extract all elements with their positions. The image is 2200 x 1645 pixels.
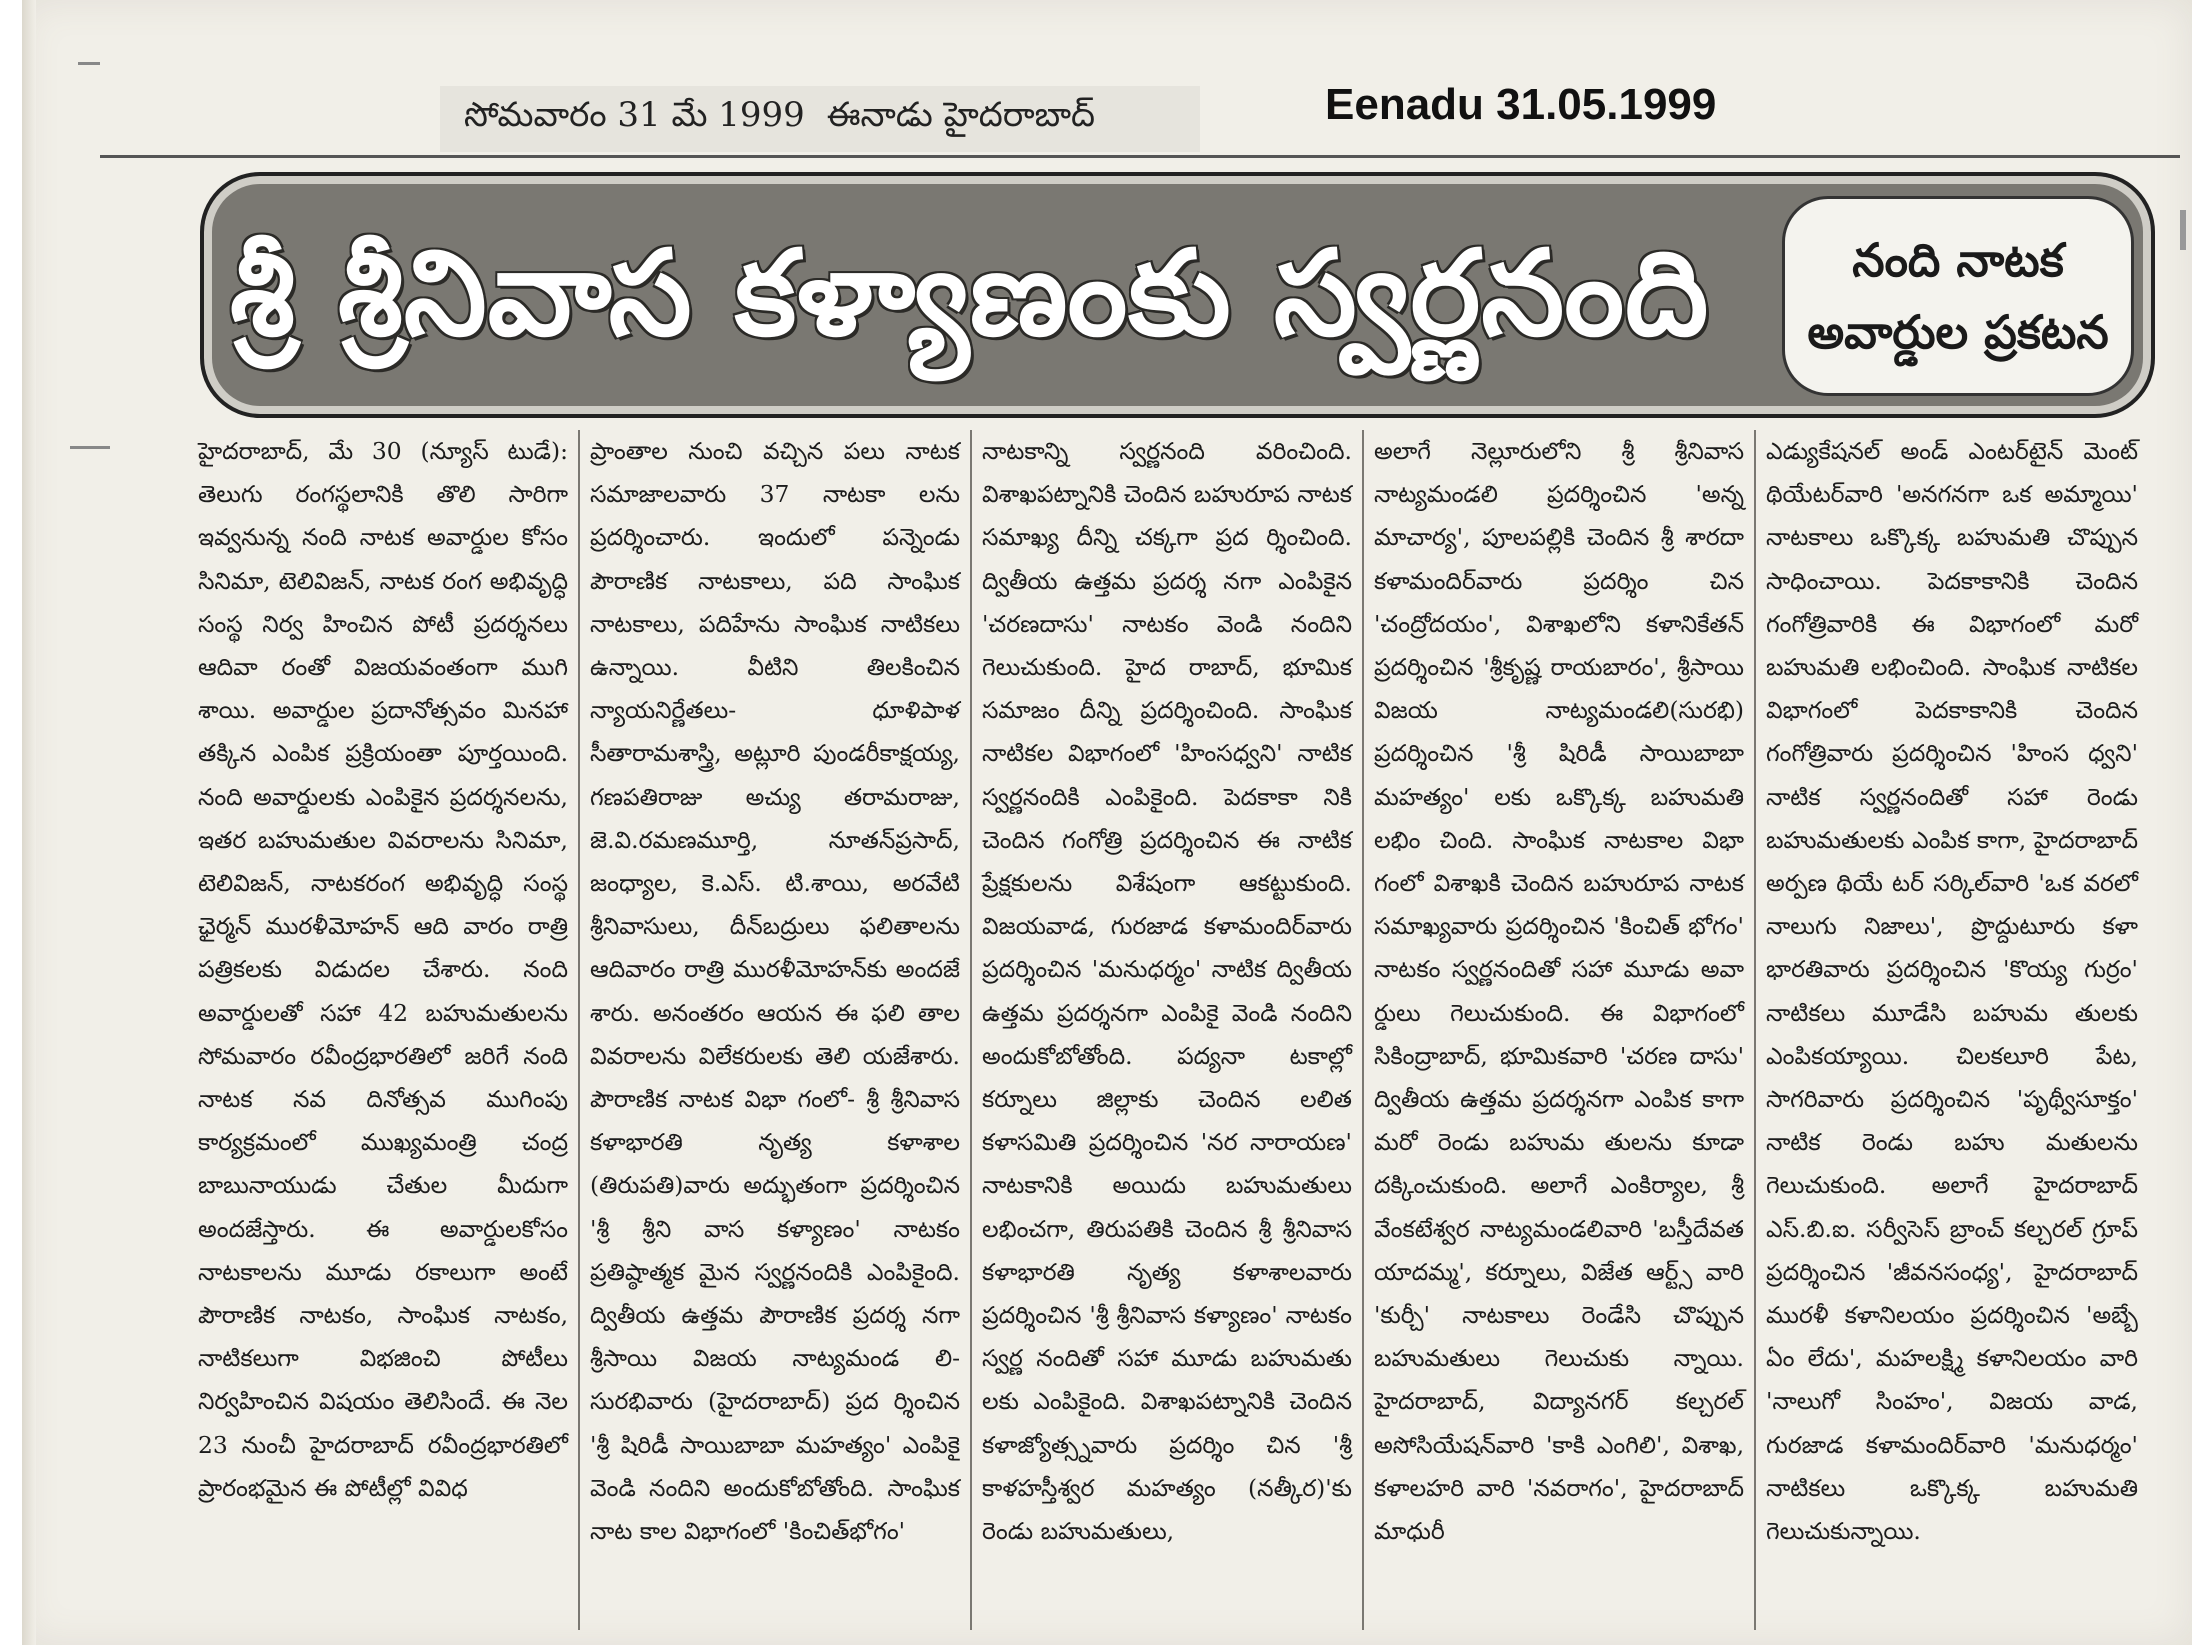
article-column-4 bbox=[1364, 430, 1756, 1630]
column-text: హైదరాబాద్, మే 30 (న్యూస్ టుడే): తెలుగు రంగస్థలానికి తొలి సారిగా ఇవ్వనున్న నంది నాటక అవార్డుల కోసం సినిమా, టెలివిజన్, నాటక రంగ అభివృద్ధి సంస్థ నిర్వ హించిన పోటీ ప్రదర్శనలు ఆదివా రంతో విజయవంతంగా ముగి శాయి. అవార్డుల ప్రదానోత్సవం మినహా తక్కిన ఎంపిక ప్రక్రియంతా పూర్తయింది. నంది అవార్డులకు ఎంపికైన ప్రదర్శనలను, ఇతర బహుమతుల వివరాలను సినిమా, టెలివిజన్, నాటకరంగ అభివృద్ధి సంస్థ ఛైర్మన్ మురళీమోహన్ ఆది వారం రాత్రి పత్రికలకు విడుదల చేశారు. నంది అవార్డులతో సహా 42 బహుమతులను సోమవారం రవీంద్రభారతిలో జరిగే నంది నాటక నవ దినోత్సవ ముగింపు కార్యక్రమంలో ముఖ్యమంత్రి చంద్ర బాబునాయుడు చేతుల మీదుగా అందజేస్తారు. ఈ అవార్డులకోసం నాటకాలను మూడు రకాలుగా అంటే పౌరాణిక నాటకం, సాంఘిక నాటకం, నాటికలుగా విభజించి పోటీలు నిర్వహించిన విషయం తెలిసిందే. ఈ నెల 23 నుంచీ హైదరాబాద్ రవీంద్రభారతిలో ప్రారంభమైన ఈ పోటీల్లో వివిధ bbox=[198, 437, 568, 1502]
column-text: నాటకాన్ని స్వర్ణనంది వరించింది. విశాఖపట్నానికి చెందిన బహురూప నాటక సమాఖ్య దీన్ని చక్కగా ప్రద ర్శించింది. ద్వితీయ ఉత్తమ ప్రదర్శ నగా ఎంపికైన 'చరణదాసు' నాటకం వెండి నందిని గెలుచుకుంది. హైద రాబాద్, భూమిక సమాజం దీన్ని ప్రదర్శించింది. సాంఘిక నాటికల విభాగంలో 'హింసధ్వని' నాటిక స్వర్ణనందికి ఎంపికైంది. పెదకాకా నికి చెందిన గంగోత్రి ప్రదర్శించిన ఈ నాటిక ప్రేక్షకులను విశేషంగా ఆకట్టుకుంది. విజయవాడ, గురజాడ కళామందిర్‌వారు ప్రదర్శించిన 'మనుధర్మం' నాటిక ద్వితీయ ఉత్తమ ప్రదర్శనగా ఎంపికై వెండి నందిని అందుకోబోతోంది. పద్యనా టకాల్లో కర్నూలు జిల్లాకు చెందిన లలిత కళాసమితి ప్రదర్శించిన 'నర నారాయణ' నాటకానికి అయిదు బహుమతులు లభించగా, తిరుపతికి చెందిన శ్రీ శ్రీనివాస కళాభారతి నృత్య కళాశాలవారు ప్రదర్శించిన 'శ్రీ శ్రీనివాస కళ్యాణం' నాటకం స్వర్ణ నందితో సహా మూడు బహుమతు లకు ఎంపికైంది. విశాఖపట్నానికి చెందిన కళాజ్యోత్స్నవారు ప్రదర్శిం చిన 'శ్రీ కాళహస్తీశ్వర మహత్యం (నత్కీర)'కు రెండు బహుమతులు, bbox=[982, 437, 1352, 1546]
article-body bbox=[188, 430, 2150, 1630]
column-text: అలాగే నెల్లూరులోని శ్రీ శ్రీనివాస నాట్యమండలి ప్రదర్శించిన 'అన్న మాచార్య', పూలపల్లికి చెందిన శ్రీ శారదా కళామందిర్‌వారు ప్రదర్శిం చిన 'చంద్రోదయం', విశాఖలోని కళానికేతన్ ప్రదర్శించిన 'శ్రీకృష్ణ రాయబారం', శ్రీసాయి విజయ నాట్యమండలి(సురభి) ప్రదర్శించిన 'శ్రీ షిరిడీ సాయిబాబా మహత్యం' లకు ఒక్కొక్క బహుమతి లభిం చింది. సాంఘిక నాటకాల విభా గంలో విశాఖకి చెందిన బహురూప నాటక సమాఖ్యవారు ప్రదర్శించిన 'కించిత్ భోగం' నాటకం స్వర్ణనందితో సహా మూడు అవా ర్డులు గెలుచుకుంది. ఈ విభాగంలో సికింద్రాబాద్, భూమికవారి 'చరణ దాసు' ద్వితీయ ఉత్తమ ప్రదర్శనగా ఎంపిక కాగా మరో రెండు బహుమ తులను కూడా దక్కించుకుంది. అలాగే ఎంకిర్యాల, శ్రీ వేంకటేశ్వర నాట్యమండలివారి 'బస్తీదేవత యాదమ్మ', కర్నూలు, విజేత ఆర్ట్స్ వారి 'కుర్చీ' నాటకాలు రెండేసి చొప్పున బహుమతులు గెలుచుకు న్నాయి. హైదరాబాద్, విద్యానగర్ కల్చరల్ అసోసియేషన్‌వారి 'కాకి ఎంగిలి', విశాఖ, కళాలహరి వారి 'నవరాగం', హైదరాబాద్ మాధురీ bbox=[1374, 437, 1744, 1546]
scan-mark bbox=[2180, 210, 2186, 250]
clipping-left-edge bbox=[22, 0, 36, 1645]
article-column-3 bbox=[972, 430, 1364, 1630]
kicker-line-2: అవార్డుల ప్రకటన bbox=[1807, 305, 2109, 359]
scan-mark bbox=[70, 446, 110, 449]
scan-mark bbox=[78, 62, 100, 65]
dateline-date: సోమవారం 31 మే 1999 bbox=[464, 95, 805, 135]
article-column-5 bbox=[1756, 430, 2148, 1630]
kicker-line-1: నంది నాటక bbox=[1852, 233, 2064, 287]
clip-source-label: Eenadu 31.05.1999 bbox=[1325, 80, 1717, 129]
dateline-paper: ఈనాడు హైదరాబాద్ bbox=[826, 95, 1096, 135]
column-text: ప్రాంతాల నుంచి వచ్చిన పలు నాటక సమాజాలవారు 37 నాటకా లను ప్రదర్శించారు. ఇందులో పన్నెండు పౌరాణిక నాటకాలు, పది సాంఘిక నాటకాలు, పదిహేను సాంఘిక నాటికలు ఉన్నాయి. వీటిని తిలకించిన న్యాయనిర్ణేతలు- ధూళిపాళ సీతారామశాస్త్రి, అట్లూరి పుండరీకాక్షయ్య, గణపతిరాజు అచ్యు తరామరాజు, జె.వి.రమణమూర్తి, నూతన్‌ప్రసాద్, జంధ్యాల, కె.ఎస్. టి.శాయి, అరవేటి శ్రీనివాసులు, దీన్‌బద్రులు ఫలితాలను ఆదివారం రాత్రి మురళీమోహన్‌కు అందజే శారు. అనంతరం ఆయన ఈ ఫలి తాల వివరాలను విలేకరులకు తెలి యజేశారు. పౌరాణిక నాటక విభా గంలో- శ్రీ శ్రీనివాస కళాభారతి నృత్య కళాశాల (తిరుపతి)వారు అద్భుతంగా ప్రదర్శించిన 'శ్రీ శ్రీని వాస కళ్యాణం' నాటకం ప్రతిష్ఠాత్మక మైన స్వర్ణనందికి ఎంపికైంది. ద్వితీయ ఉత్తమ పౌరాణిక ప్రదర్శ నగా శ్రీసాయి విజయ నాట్యమండ లి-సురభివారు (హైదరాబాద్) ప్రద ర్శించిన 'శ్రీ షిరిడీ సాయిబాబా మహత్యం' ఎంపికై వెండి నందిని అందుకోబోతోంది. సాంఘిక నాట కాల విభాగంలో 'కించిత్‌భోగం' bbox=[590, 437, 960, 1546]
article-column-2 bbox=[580, 430, 972, 1630]
dateline bbox=[440, 86, 1200, 152]
header-rule bbox=[100, 155, 2180, 158]
headline: శ్రీ శ్రీనివాస కళ్యాణంకు స్వర్ణనంది bbox=[230, 224, 1710, 362]
article-column-1 bbox=[188, 430, 580, 1630]
column-text: ఎడ్యుకేషనల్ అండ్ ఎంటర్‌టైన్ మెంట్ థియేటర్‌వారి 'అనగనగా ఒక అమ్మాయి' నాటకాలు ఒక్కొక్క బహుమతి చొప్పున సాధించాయి. పెదకాకానికి చెందిన గంగోత్రివారికి ఈ విభాగంలో మరో బహుమతి లభించింది. సాంఘిక నాటికల విభాగంలో పెదకాకానికి చెందిన గంగోత్రివారు ప్రదర్శించిన 'హింస ధ్వని' నాటిక స్వర్ణనందితో సహా రెండు బహుమతులకు ఎంపిక కాగా, హైదరాబాద్ అర్పణ థియే టర్ సర్కిల్‌వారి 'ఒక వరలో నాలుగు నిజాలు', ప్రొద్దుటూరు కళా భారతివారు ప్రదర్శించిన 'కొయ్య గుర్రం' నాటికలు మూడేసి బహుమ తులకు ఎంపికయ్యాయి. చిలకలూరి పేట, సాగరివారు ప్రదర్శించిన 'పృథ్వీసూక్తం' నాటిక రెండు బహు మతులను గెలుచుకుంది. అలాగే హైదరాబాద్ ఎస్.బి.ఐ. సర్వీసెస్ బ్రాంచ్ కల్చరల్ గ్రూప్ ప్రదర్శించిన 'జీవనసంధ్య', హైదరాబాద్ మురళీ కళానిలయం ప్రదర్శించిన 'అబ్బే ఏం లేదు', మహలక్ష్మి కళానిలయం వారి 'నాలుగో సింహం', విజయ వాడ, గురజాడ కళామందిర్‌వారి 'మనుధర్మం' నాటికలు ఒక్కొక్క బహుమతి గెలుచుకున్నాయి. bbox=[1766, 437, 2138, 1546]
kicker-box bbox=[1782, 196, 2134, 396]
